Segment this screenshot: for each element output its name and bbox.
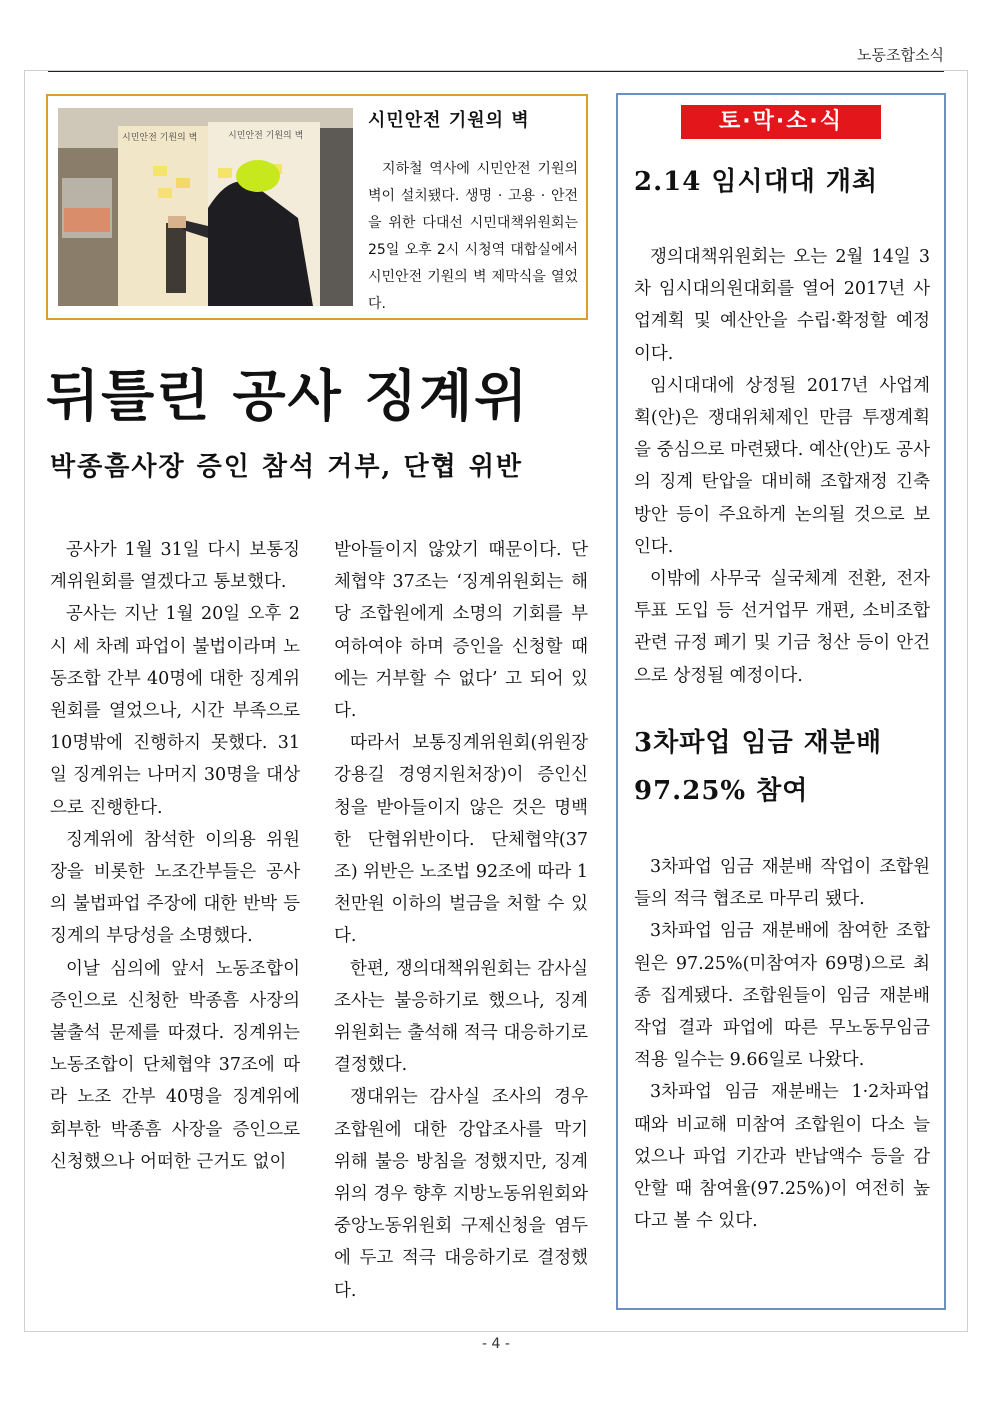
poster-text-right: 시민안전 기원의 벽 [228, 131, 304, 141]
running-header: 노동조합소식 [857, 46, 944, 64]
paragraph: 이날 심의에 앞서 노동조합이 증인으로 신청한 박종흠 사장의 불출석 문제를 따졌다. 징계위는 노동조합이 단체협약 37조에 따라 노조 간부 40명을 징계위에 회부한 박종흠 사장을 증인으로 신청했으나 어떠한 근거도 없이 [50, 958, 300, 1172]
photo-caption-title: 시민안전 기원의 벽 [368, 110, 530, 131]
paragraph: 3차파업 임금 재분배 작업이 조합원들의 적극 협조로 마무리 됐다. [634, 857, 930, 910]
paragraph: 3차파업 임금 재분배에 참여한 조합원은 97.25%(미참여자 69명)으로 최종 집계됐다. 조합원들이 임금 재분배 작업 결과 파업에 따른 무노동무임금 적용 일수는 9.66일로 나왔다. [634, 921, 930, 1071]
sidebar-heading-1: 2.14 임시대대 개최 [634, 167, 879, 197]
sidebar-text-2 [634, 851, 930, 1237]
photo-caption-body: 지하철 역사에 시민안전 기원의 벽이 설치됐다. 생명 · 고용 · 안전을 위한 다대선 시민대책위원회는 25일 오후 2시 시청역 대합실에서 시민안전 기원의 벽 제막식을 열었다. [368, 161, 578, 312]
paragraph: 쟁의대책위원회는 오는 2월 14일 3차 임시대의원대회를 열어 2017년 사업계획 및 예산안을 수립·확정할 예정이다. [634, 247, 930, 364]
poster-text-left: 시민안전 기원의 벽 [122, 133, 198, 143]
news-brief-sidebar [616, 93, 946, 1310]
paragraph: 따라서 보통징계위원회(위원장 강용길 경영지원처장)이 증인신청을 받아들이지 않은 것은 명백한 단협위반이다. 단체협약(37조) 위반은 노조법 92조에 따라 1천만원 이하의 벌금을 처할 수 있다. [334, 733, 588, 947]
sidebar-heading-2: 3차파업 임금 재분배 97.25% 참여 [634, 728, 883, 806]
sidebar-text-1 [634, 241, 930, 692]
paragraph: 징계위에 참석한 이의용 위원장을 비롯한 노조간부들은 공사의 불법파업 주장에 대한 반박 등 징계의 부당성을 소명했다. [50, 829, 300, 947]
page-number: - 4 - [482, 1336, 510, 1352]
photo-box [46, 94, 588, 320]
sidebar-badge: 토·막·소·식 [681, 105, 881, 139]
article-subheadline: 박종흠사장 증인 참석 거부, 단협 위반 [50, 452, 524, 482]
paragraph: 공사는 지난 1월 20일 오후 2시 세 차례 파업이 불법이라며 노동조합 간부 40명에 대한 징계위원회를 열었으나, 시간 부족으로 10명밖에 진행하지 못했다. 31일 징계위는 나머지 30명을 대상으로 진행한다. [50, 604, 300, 818]
subway-wall-photo [58, 108, 353, 306]
article-column-1 [50, 534, 300, 1178]
paragraph: 임시대대에 상정될 2017년 사업계획(안)은 쟁대위체제인 만큼 투쟁계획을 중심으로 마련됐다. 예산(안)도 공사의 징계 탄압을 대비해 조합재정 긴축 방안 등이 주요하게 논의될 것으로 보인다. [634, 375, 930, 557]
article-column-2 [334, 534, 588, 1307]
paragraph: 3차파업 임금 재분배는 1·2차파업 때와 비교해 미참여 조합원이 다소 늘었으나 파업 기간과 반납액수 등을 감안할 때 참여율(97.25%)이 여전히 높다고 볼 수 있다. [634, 1082, 930, 1232]
paragraph: 받아들이지 않았기 때문이다. 단체협약 37조는 ‘징계위원회는 해당 조합원에게 소명의 기회를 부여하여야 하며 증인을 신청할 때에는 거부할 수 없다’ 고 되어 있다. [334, 540, 588, 722]
photo-illustration [58, 108, 353, 306]
paragraph: 쟁대위는 감사실 조사의 경우 조합원에 대한 강압조사를 막기 위해 불응 방침을 정했지만, 징계위의 경우 향후 지방노동위원회와 중앙노동위원회 구제신청을 염두에 두고 적극 대응하기로 결정했다. [334, 1087, 588, 1301]
article-headline: 뒤틀린 공사 징계위 [46, 364, 530, 428]
paragraph: 이밖에 사무국 실국체계 전환, 전자투표 도입 등 선거업무 개편, 소비조합 관련 규정 폐기 및 기금 청산 등이 안건으로 상정될 예정이다. [634, 569, 930, 686]
paragraph: 한편, 쟁의대책위원회는 감사실 조사는 불응하기로 했으나, 징계위원회는 출석해 적극 대응하기로 결정했다. [334, 958, 588, 1076]
paragraph: 공사가 1월 31일 다시 보통징계위원회를 열겠다고 통보했다. [50, 540, 300, 593]
